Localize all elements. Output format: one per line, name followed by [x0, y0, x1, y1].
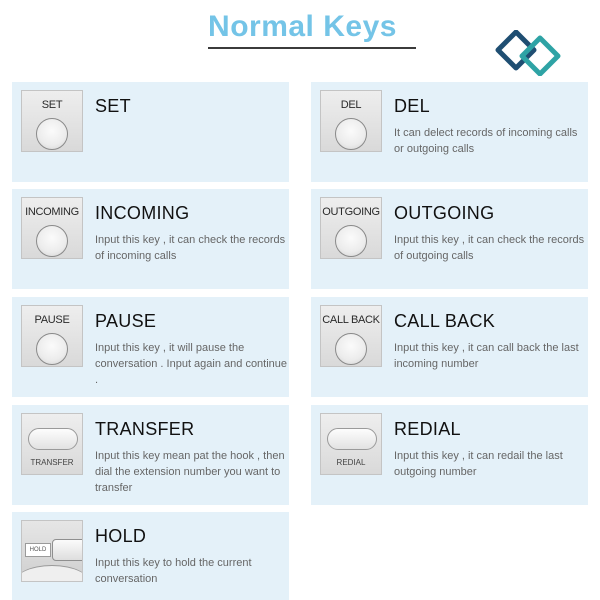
key-card-hold [12, 512, 289, 600]
round-button-icon [36, 333, 68, 365]
round-button-icon [335, 333, 367, 365]
set-title: SET [95, 96, 131, 116]
round-button-icon [36, 225, 68, 257]
dial-curve-icon [21, 565, 83, 582]
round-button-icon [36, 118, 68, 150]
redial-description: Input this key , it can redail the last outgoing number [394, 450, 563, 478]
oval-button-icon [327, 428, 377, 450]
key-card-pause [12, 297, 289, 397]
transfer-description: Input this key mean pat the hook , then dial the extension number you want to transfer [95, 450, 285, 494]
del-description: It can delect records of incoming calls or outgoing calls [394, 127, 578, 155]
hold-button-icon [52, 539, 83, 561]
set-key-image [21, 90, 83, 152]
key-card-set [12, 82, 289, 182]
page-title: Normal Keys [208, 10, 397, 43]
call-back-key-image [320, 305, 382, 367]
incoming-key-image [21, 197, 83, 259]
pause-key-label: PAUSE [34, 314, 70, 326]
hold-key-label: HOLD [25, 543, 51, 557]
key-card-call-back [311, 297, 588, 397]
call-back-title: CALL BACK [394, 311, 496, 331]
outgoing-description: Input this key , it can check the records of outgoing calls [394, 234, 585, 262]
title-underline [208, 47, 416, 49]
set-key-label: SET [41, 99, 63, 111]
pause-description: Input this key , it will pause the conversation . Input again and continue . [95, 342, 288, 386]
incoming-key-label: INCOMING [25, 206, 79, 218]
hold-description: Input this key to hold the current conversation [95, 557, 252, 585]
hold-key-image [21, 520, 83, 582]
logo-icon [494, 30, 566, 76]
del-title: DEL [394, 96, 430, 116]
incoming-description: Input this key , it can check the records of incoming calls [95, 234, 286, 262]
outgoing-key-image [320, 197, 382, 259]
del-key-image [320, 90, 382, 152]
outgoing-key-label: OUTGOING [322, 206, 380, 218]
key-card-outgoing [311, 189, 588, 289]
key-card-incoming [12, 189, 289, 289]
transfer-title: TRANSFER [95, 419, 195, 439]
round-button-icon [335, 225, 367, 257]
call-back-key-label: CALL BACK [322, 314, 380, 326]
del-key-label: DEL [340, 99, 362, 111]
pause-title: PAUSE [95, 311, 157, 331]
hold-title: HOLD [95, 526, 147, 546]
transfer-key-label: TRANSFER [30, 458, 74, 467]
pause-key-image [21, 305, 83, 367]
redial-key-label: REDIAL [336, 458, 366, 467]
transfer-key-image [21, 413, 83, 475]
key-card-transfer [12, 405, 289, 505]
outgoing-title: OUTGOING [394, 203, 495, 223]
redial-key-image [320, 413, 382, 475]
oval-button-icon [28, 428, 78, 450]
key-card-redial [311, 405, 588, 505]
incoming-title: INCOMING [95, 203, 190, 223]
redial-title: REDIAL [394, 419, 461, 439]
key-card-del [311, 82, 588, 182]
call-back-description: Input this key , it can call back the last incoming number [394, 342, 579, 370]
round-button-icon [335, 118, 367, 150]
